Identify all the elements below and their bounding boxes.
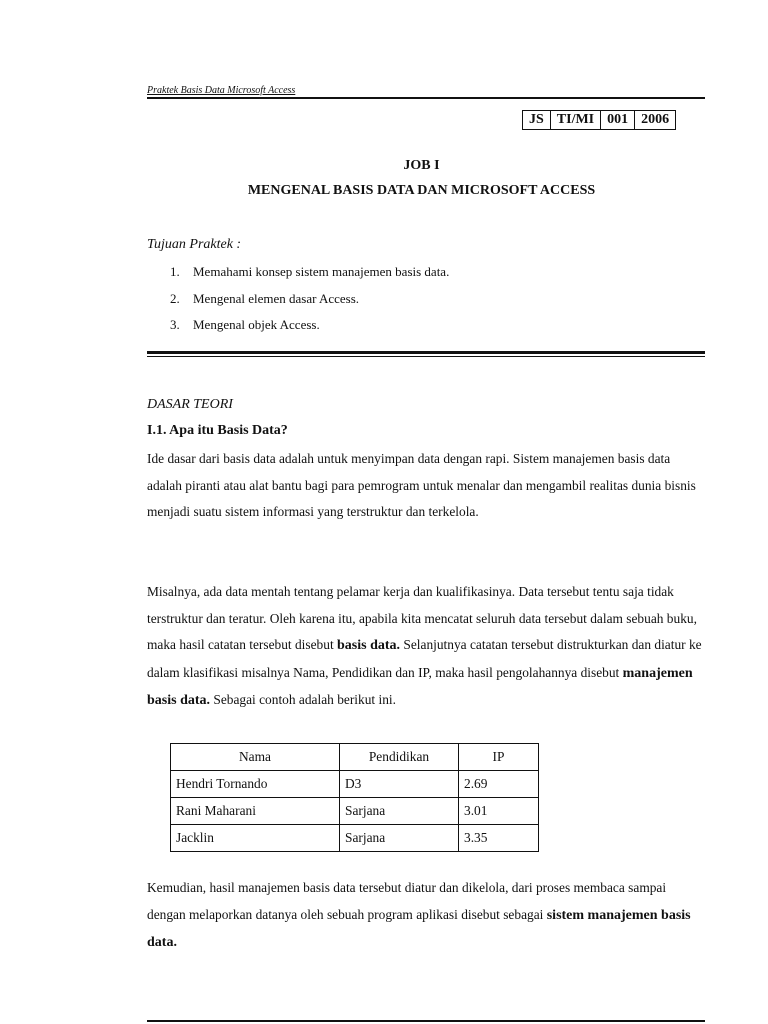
document-code-table	[522, 110, 676, 130]
paragraph-text: Misalnya, ada data mentah tentang pelamar kerja dan kualifikasinya. Data tersebut tentu saja tidak terstruktur dan teratur. Oleh karena itu, apabila kita mencatat seluruh data tersebut dalam sebuah buku, maka hasil catatan tersebut disebut	[147, 584, 697, 652]
bold-term: manajemen basis data.	[147, 665, 693, 708]
job-title: MENGENAL BASIS DATA DAN MICROSOFT ACCESS	[247, 183, 596, 198]
paragraph-1: Ide dasar dari basis data adalah untuk menyimpan data dengan rapi. Sistem manajemen basis data adalah piranti atau alat bantu bagi para pemrogram untuk menalar dan mengambil realitas dunia bisnis menjadi suatu sistem informasi yang terstruktur dan terkelola.	[147, 451, 696, 519]
table-cell: 2.69	[459, 771, 539, 798]
table-cell: Sarjana	[340, 798, 459, 825]
header-rule	[147, 97, 705, 99]
objective-text: Memahami konsep sistem manajemen basis data.	[193, 264, 450, 279]
objective-item	[170, 291, 359, 307]
bold-term: basis data.	[337, 638, 401, 653]
footer-rule	[147, 1020, 705, 1022]
table-cell: 3.01	[459, 798, 539, 825]
table-cell: 3.35	[459, 825, 539, 852]
table-header-cell: IP	[459, 744, 539, 771]
paragraph-text: Selanjutnya catatan tersebut distrukturkan dan diatur ke dalam klasifikasi misalnya Nama, Pendidikan dan IP, maka hasil pengolahannya disebut	[147, 637, 702, 680]
paragraph-text: Sebagai contoh adalah berikut ini.	[210, 692, 396, 707]
objective-text: Mengenal objek Access.	[193, 317, 320, 332]
code-cell: 2006	[635, 111, 676, 130]
objectives-heading: Tujuan Praktek :	[147, 237, 242, 252]
table-cell: Rani Maharani	[171, 798, 340, 825]
paragraph-2	[147, 579, 707, 715]
section-divider	[147, 351, 705, 354]
code-cell: TI/MI	[550, 111, 600, 130]
paragraph-3	[147, 875, 707, 957]
table-row	[171, 798, 539, 825]
table-cell: Sarjana	[340, 825, 459, 852]
table-cell: Jacklin	[171, 825, 340, 852]
objective-number: 3.	[170, 317, 180, 332]
theory-heading: DASAR TEORI	[147, 397, 233, 412]
table-cell: Hendri Tornando	[171, 771, 340, 798]
table-row	[171, 771, 539, 798]
job-number: JOB I	[403, 158, 440, 173]
objective-item	[170, 317, 320, 333]
code-cell: JS	[523, 111, 551, 130]
running-header: Praktek Basis Data Microsoft Access	[147, 85, 296, 96]
bold-term: sistem manajemen basis data.	[147, 907, 691, 950]
objective-text: Mengenal elemen dasar Access.	[193, 291, 360, 306]
section-title: I.1. Apa itu Basis Data?	[147, 423, 288, 438]
objective-number: 1.	[170, 264, 180, 279]
table-header-row	[171, 744, 539, 771]
objective-item	[170, 264, 449, 280]
table-header-cell: Nama	[171, 744, 340, 771]
table-cell: D3	[340, 771, 459, 798]
objective-number: 2.	[170, 291, 180, 306]
code-cell: 001	[601, 111, 635, 130]
section-divider-thin	[147, 356, 705, 357]
table-header-cell: Pendidikan	[340, 744, 459, 771]
table-row	[171, 825, 539, 852]
example-data-table	[170, 743, 539, 852]
paragraph-text: Kemudian, hasil manajemen basis data tersebut diatur dan dikelola, dari proses membaca sampai dengan melaporkan datanya oleh sebuah program aplikasi disebut sebagai	[147, 880, 667, 922]
